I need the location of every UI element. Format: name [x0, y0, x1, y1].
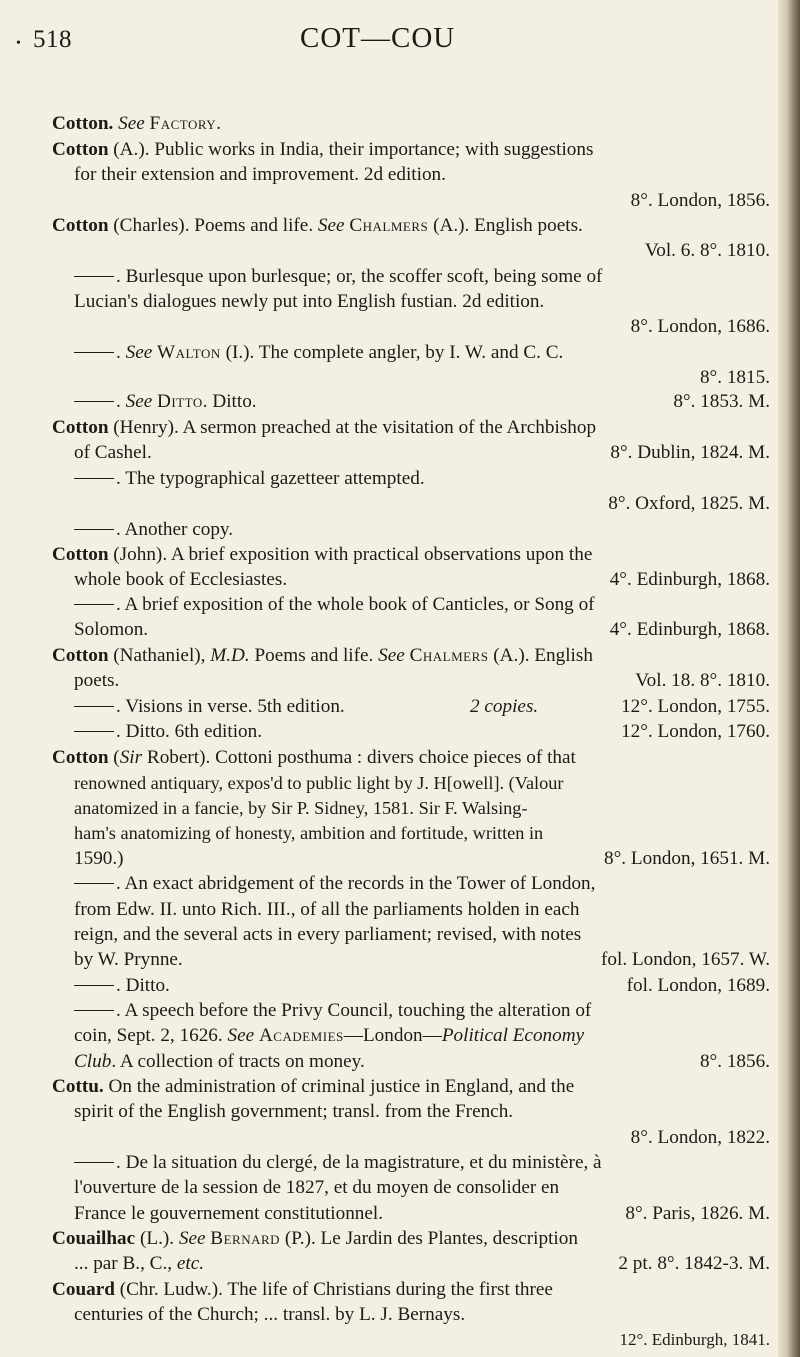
imprint-line: 8°. London, 1686. — [630, 316, 770, 337]
entry-line: spirit of the English government; transl. from the French. — [74, 1101, 514, 1122]
imprint-line: 8°. 1815. — [699, 367, 770, 388]
entry-line: Solomon. — [74, 619, 149, 640]
imprint-line: fol. London, 1689. — [626, 975, 770, 996]
imprint-line: 8°. London, 1651. M. — [604, 848, 770, 869]
entry-line: . Another copy. — [74, 517, 233, 543]
entry-line: for their extension and improvement. 2d edition. — [74, 164, 446, 185]
entry-line: Cotton (Henry). A sermon preached at the visitation of the Archbishop — [52, 417, 597, 438]
entry-line: . De la situation du clergé, de la magistrature, et du ministère, à — [74, 1150, 602, 1176]
page-number: 518 — [33, 26, 72, 53]
copies-note: 2 copies. — [470, 696, 539, 717]
entry-line: Cotton (Charles). Poems and life. See Chalmers (A.). English poets. — [52, 215, 583, 236]
entry-line: France le gouvernement constitutionnel. — [74, 1203, 384, 1224]
entry-line: Cotton (Nathaniel), M.D. Poems and life. See Chalmers (A.). English — [52, 645, 593, 666]
entry-line: Couailhac (L.). See Bernard (P.). Le Jardin des Plantes, description — [52, 1228, 578, 1249]
imprint-line: 8°. Oxford, 1825. M. — [608, 493, 770, 514]
imprint-line: 12°. London, 1760. — [621, 721, 770, 742]
running-head: COT—COU — [300, 22, 456, 54]
entry-line: . See Walton (I.). The complete angler, by I. W. and C. C. — [74, 340, 563, 366]
entry-line: centuries of the Church; ... transl. by L. J. Bernays. — [74, 1304, 466, 1325]
imprint-line: 8°. London, 1856. — [630, 190, 770, 211]
entry-line: ham's anatomizing of honesty, ambition and fortitude, written in — [74, 823, 544, 843]
entry-line: Cotton (John). A brief exposition with practical observations upon the — [52, 544, 593, 565]
entry-line: poets. — [74, 670, 120, 691]
entry-line: ... par B., C., etc. — [74, 1253, 205, 1274]
imprint-line: 8°. London, 1822. — [630, 1127, 770, 1148]
imprint-line: fol. London, 1657. W. — [601, 949, 770, 970]
entry-line: by W. Prynne. — [74, 949, 183, 970]
imprint-line: 12°. Edinburgh, 1841. — [619, 1330, 770, 1349]
imprint-line: 8°. Paris, 1826. M. — [625, 1203, 770, 1224]
entry-line: . A brief exposition of the whole book of Canticles, or Song of — [74, 592, 595, 618]
imprint-line: 8°. 1856. — [699, 1051, 770, 1072]
entry-line: whole book of Ecclesiastes. — [74, 569, 288, 590]
imprint-line: 8°. Dublin, 1824. M. — [610, 442, 770, 463]
entry-line: l'ouverture de la session de 1827, et du moyen de consolider en — [74, 1177, 560, 1198]
entry-line: reign, and the several acts in every parliament; revised, with notes — [74, 924, 582, 945]
entry-line: renowned antiquary, expos'd to public light by J. H[owell]. (Valour — [74, 773, 564, 793]
entry-line: Couard (Chr. Ludw.). The life of Christians during the first three — [52, 1279, 553, 1300]
imprint-line: Vol. 6. 8°. 1810. — [644, 240, 770, 261]
entry-line: . Ditto. — [74, 973, 170, 999]
imprint-line: 2 pt. 8°. 1842-3. M. — [618, 1253, 770, 1274]
imprint-line: 4°. Edinburgh, 1868. — [609, 619, 770, 640]
entry-line: Cotton. See Factory. — [52, 113, 221, 134]
entry-line: . Visions in verse. 5th edition. — [74, 694, 345, 720]
page-header — [0, 22, 800, 62]
entry-line: coin, Sept. 2, 1626. See Academies—London—Political Economy — [74, 1025, 585, 1046]
page-edge-shadow — [778, 0, 800, 1357]
entry-line: anatomized in a fancie, by Sir P. Sidney, 1581. Sir F. Walsing- — [74, 798, 528, 818]
margin-bullet: • — [16, 36, 21, 51]
entry-line: Lucian's dialogues newly put into English fustian. 2d edition. — [74, 291, 545, 312]
entry-line: from Edw. II. unto Rich. III., of all the parliaments holden in each — [74, 899, 580, 920]
entry-line: Cottu. On the administration of criminal justice in England, and the — [52, 1076, 575, 1097]
entry-line: . The typographical gazetteer attempted. — [74, 466, 425, 492]
entry-line: . A speech before the Privy Council, touching the alteration of — [74, 998, 591, 1024]
imprint-line: 12°. London, 1755. — [621, 696, 770, 717]
entry-line: . Ditto. 6th edition. — [74, 719, 262, 745]
imprint-line: Vol. 18. 8°. 1810. — [635, 670, 770, 691]
entry-line: Cotton (Sir Robert). Cottoni posthuma : divers choice pieces of that — [52, 747, 576, 768]
entry-line: 1590.) — [74, 848, 124, 869]
entry-line: . See Ditto. Ditto. — [74, 389, 257, 415]
entry-line: . Burlesque upon burlesque; or, the scoffer scoft, being some of — [74, 264, 602, 290]
imprint-line: 4°. Edinburgh, 1868. — [609, 569, 770, 590]
entry-line: of Cashel. — [74, 442, 152, 463]
entry-line: . An exact abridgement of the records in the Tower of London, — [74, 871, 595, 897]
entry-line: Cotton (A.). Public works in India, their importance; with suggestions — [52, 139, 594, 160]
entry-line: Club. A collection of tracts on money. — [74, 1051, 365, 1072]
imprint-line: 8°. 1853. M. — [673, 391, 770, 412]
